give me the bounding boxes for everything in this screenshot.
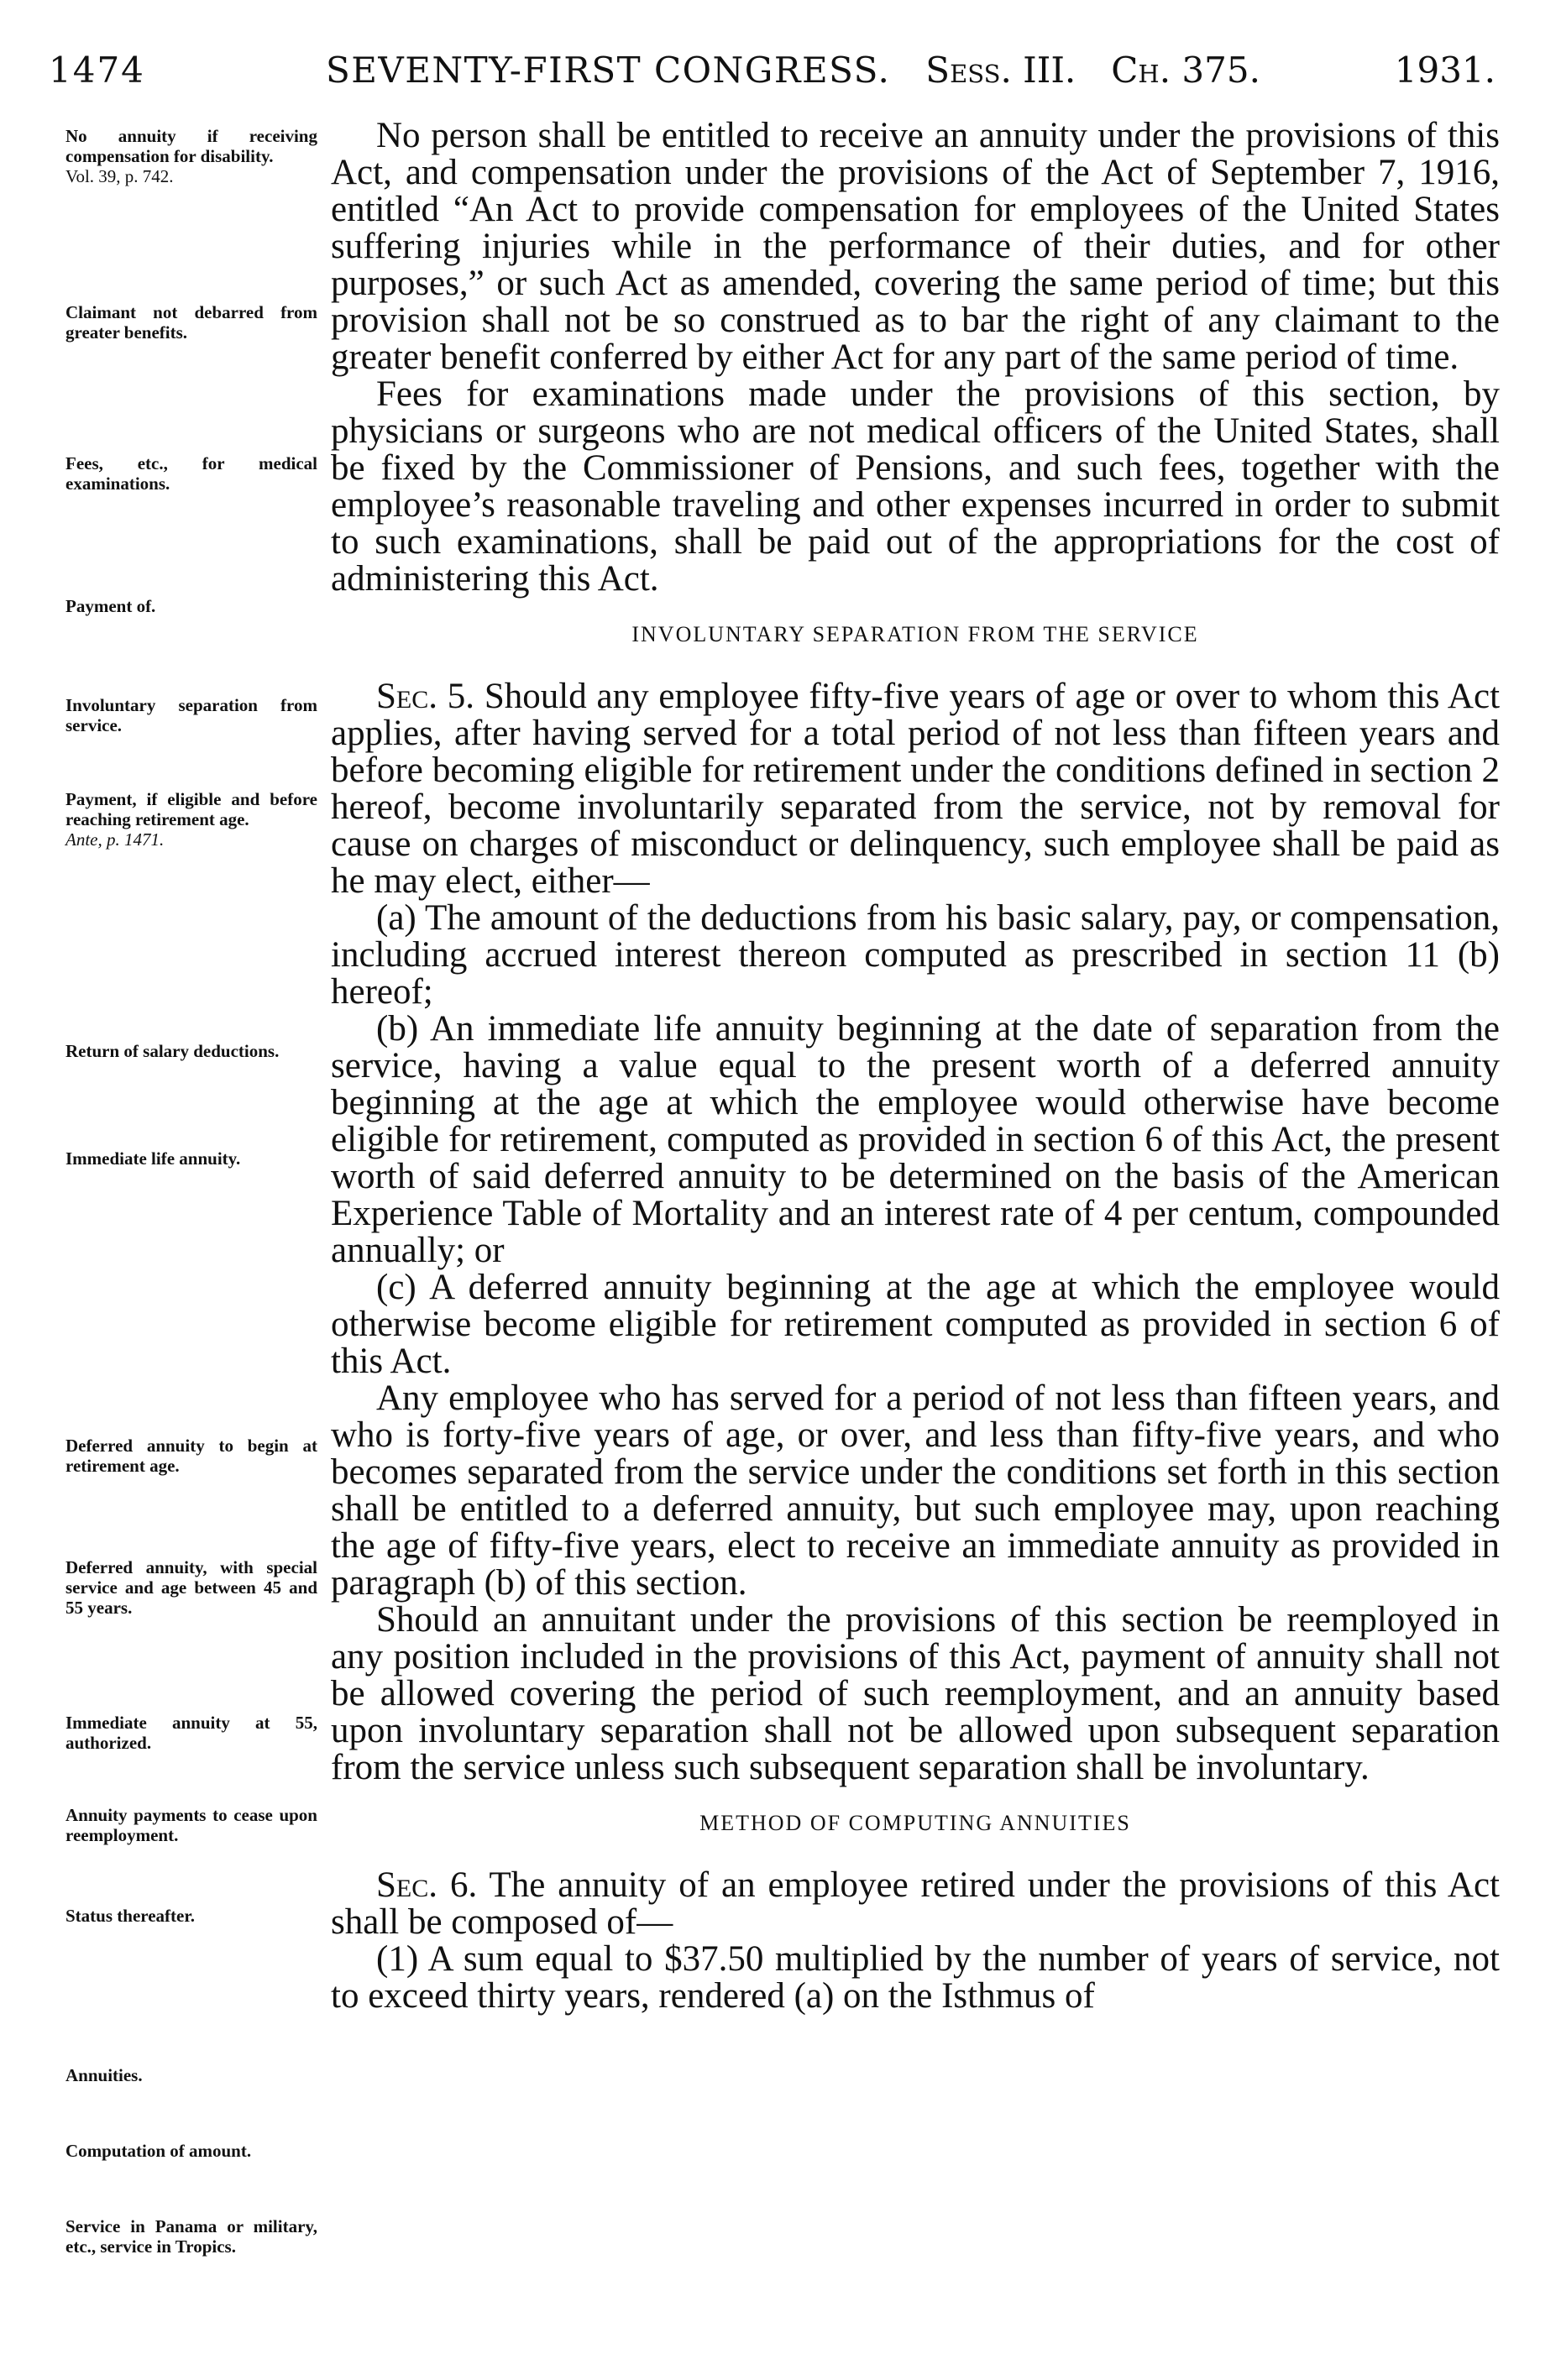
chapter-label: Ch. 375.: [1111, 49, 1260, 91]
fees-paragraph: Fees for examinations made under the provisions of this section, by physicians or surgeons who are not medical officers of the United States, shall be fixed by the Commissioner of Pensions, and such fees, together with the employee’s reasonable traveling and other expenses incurred in order to submit to such examinations, shall be paid out of the appropriations for the cost of administering this Act.: [331, 374, 1500, 599]
deferred-annuity-paragraph: Any employee who has served for a period of not less than fifteen years, and who is forty-five years of age, or over, and less than fifty-five years, and who becomes separated from the service under the conditions set forth in this section shall be entitled to a deferred annuity, but such employee may, upon reaching the age of fifty-five years, elect to receive an immediate annuity as provided in paragraph (b) of this section.: [331, 1378, 1500, 1603]
margin-note: Status thereafter.: [65, 1906, 195, 1926]
statute-body: [331, 118, 1500, 2015]
margin-note: Annuity payments to cease upon reemployment.: [65, 1805, 317, 1845]
clause-c-paragraph: (c) A deferred annuity beginning at the age at which the employee would otherwise become eligible for retirement computed as provided in section 6 of this Act.: [331, 1268, 1500, 1381]
clause-1-paragraph: (1) A sum equal to $37.50 multiplied by the number of years of service, not to exceed thirty years, rendered (a) on the Isthmus of: [331, 1939, 1500, 2016]
margin-citation: Vol. 39, p. 742.: [65, 166, 174, 186]
margin-note: Deferred annuity, with special service and age between 45 and 55 years.: [65, 1557, 317, 1618]
involuntary-separation-heading: INVOLUNTARY SEPARATION FROM THE SERVICE: [631, 622, 1199, 646]
no-annuity-paragraph: No person shall be entitled to receive an annuity under the provisions of this Act, and compensation under the provisions of the Act of September 7, 1916, entitled “An Act to provide compensation for employees of the United States suffering injuries while in the performance of their duties, and for other purposes,” or such Act as amended, covering the same period of time; but this provision shall not be so construed as to bar the right of any claimant to the greater benefit conferred by either Act for any part of the same period of time.: [331, 116, 1500, 377]
section-6-label: Sec. 6.: [376, 1865, 478, 1905]
margin-citation: Ante, p. 1471.: [65, 829, 165, 850]
section-5-paragraph: Sec. 5. Should any employee fifty-five years of age or over to whom this Act applies, after having served for a total period of not less than fifteen years and before becoming eligible for retirement under the conditions defined in section 2 hereof, become involuntarily separated from the service, not by removal for cause on charges of misconduct or delinquency, such employee shall be paid as he may elect, either—: [331, 677, 1501, 901]
page-header: [49, 40, 1496, 99]
margin-note: Fees, etc., for medical examinations.: [65, 453, 317, 494]
margin-note: Involuntary separation from service.: [65, 695, 317, 735]
section-6-paragraph: Sec. 6. The annuity of an employee retired under the provisions of this Act shall be composed of—: [331, 1865, 1500, 1942]
margin-note: Immediate life annuity.: [65, 1148, 241, 1169]
session-label: Sess. III.: [925, 49, 1076, 91]
reemployment-paragraph: Should an annuitant under the provisions of this section be reemployed in any position included in the provisions of this Act, payment of annuity shall not be allowed covering the period of such reemployment, and an annuity based upon involuntary separation shall not be allowed upon subsequent separation from the service unless such subsequent separation shall be involuntary.: [331, 1600, 1500, 1787]
section-5-label: Sec. 5.: [376, 677, 475, 716]
clause-a-paragraph: (a) The amount of the deductions from his basic salary, pay, or compensation, including accrued interest thereon computed as prescribed in section 11 (b) hereof;: [331, 898, 1500, 1012]
congress-title: SEVENTY-FIRST CONGRESS.: [326, 49, 891, 91]
margin-note: Deferred annuity to begin at retirement age.: [65, 1436, 317, 1476]
margin-note: Return of salary deductions.: [65, 1041, 280, 1061]
computing-annuities-heading: METHOD OF COMPUTING ANNUITIES: [699, 1811, 1131, 1835]
margin-note: No annuity if receiving compensation for disability. Vol. 39, p. 742.: [65, 126, 317, 186]
margin-note: Computation of amount.: [65, 2141, 252, 2161]
page-number: 1474: [49, 49, 145, 91]
margin-note: Payment, if eligible and before reaching retirement age. Ante, p. 1471.: [65, 789, 317, 850]
clause-b-paragraph: (b) An immediate life annuity beginning at the date of separation from the service, having a value equal to the present worth of a deferred annuity beginning at the age at which the employee would otherwise have become eligible for retirement, computed as provided in section 6 of this Act, the present worth of said deferred annuity to be determined on the basis of the American Experience Table of Mortality and an interest rate of 4 per centum, compounded annually; or: [331, 1009, 1500, 1270]
year-label: 1931.: [1394, 49, 1496, 91]
margin-note: Claimant not debarred from greater benefits.: [65, 302, 317, 343]
margin-note: Annuities.: [65, 2065, 143, 2085]
margin-note: Service in Panama or military, etc., service in Tropics.: [65, 2216, 317, 2257]
margin-note: Payment of.: [65, 596, 156, 616]
margin-note: Immediate annuity at 55, authorized.: [65, 1713, 317, 1753]
